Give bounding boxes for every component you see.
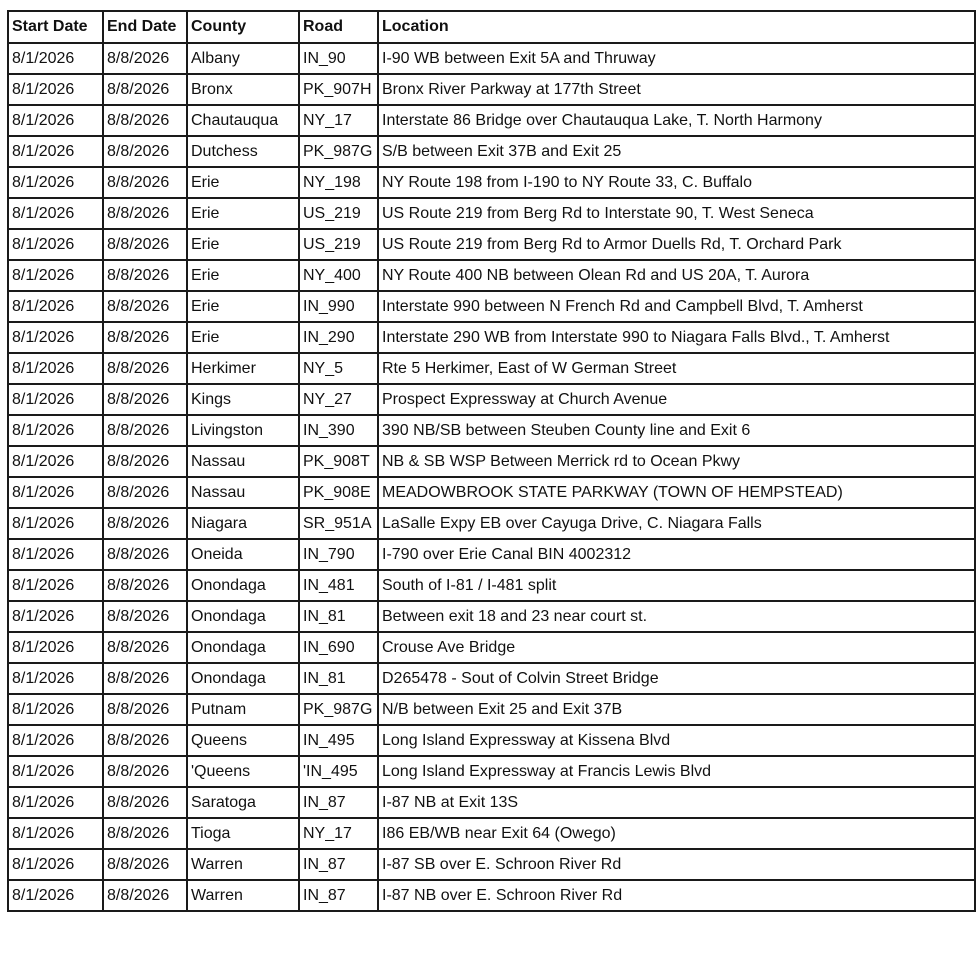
location-cell: US Route 219 from Berg Rd to Interstate 90, T. West Seneca xyxy=(378,198,975,229)
county-cell: Saratoga xyxy=(187,787,299,818)
start-date-cell: 8/1/2026 xyxy=(8,818,103,849)
table-row xyxy=(8,353,975,384)
end-date-cell: 8/8/2026 xyxy=(103,384,187,415)
county-cell: Niagara xyxy=(187,508,299,539)
road-cell: SR_951A xyxy=(299,508,378,539)
road-cell: NY_17 xyxy=(299,818,378,849)
table-row xyxy=(8,229,975,260)
end-date-cell: 8/8/2026 xyxy=(103,818,187,849)
location-cell: Long Island Expressway at Francis Lewis Blvd xyxy=(378,756,975,787)
county-cell: Onondaga xyxy=(187,663,299,694)
end-date-cell: 8/8/2026 xyxy=(103,291,187,322)
start-date-cell: 8/1/2026 xyxy=(8,74,103,105)
road-cell: IN_81 xyxy=(299,601,378,632)
county-cell: Tioga xyxy=(187,818,299,849)
table-row xyxy=(8,260,975,291)
end-date-cell: 8/8/2026 xyxy=(103,167,187,198)
county-cell: Livingston xyxy=(187,415,299,446)
end-date-cell: 8/8/2026 xyxy=(103,477,187,508)
end-date-cell: 8/8/2026 xyxy=(103,601,187,632)
start-date-cell: 8/1/2026 xyxy=(8,508,103,539)
location-cell: Interstate 990 between N French Rd and Campbell Blvd, T. Amherst xyxy=(378,291,975,322)
road-cell: IN_690 xyxy=(299,632,378,663)
table-row xyxy=(8,787,975,818)
start-date-cell: 8/1/2026 xyxy=(8,260,103,291)
road-cell: PK_907H xyxy=(299,74,378,105)
header-row xyxy=(8,11,975,43)
start-date-cell: 8/1/2026 xyxy=(8,229,103,260)
table-row xyxy=(8,849,975,880)
county-cell: Warren xyxy=(187,849,299,880)
county-cell: Onondaga xyxy=(187,632,299,663)
county-cell: Nassau xyxy=(187,446,299,477)
header-start-date: Start Date xyxy=(8,11,103,43)
road-cell: IN_290 xyxy=(299,322,378,353)
table-row xyxy=(8,384,975,415)
end-date-cell: 8/8/2026 xyxy=(103,43,187,74)
location-cell: US Route 219 from Berg Rd to Armor Duells Rd, T. Orchard Park xyxy=(378,229,975,260)
location-cell: Bronx River Parkway at 177th Street xyxy=(378,74,975,105)
end-date-cell: 8/8/2026 xyxy=(103,508,187,539)
table-row xyxy=(8,43,975,74)
table-row xyxy=(8,198,975,229)
table-row xyxy=(8,570,975,601)
end-date-cell: 8/8/2026 xyxy=(103,725,187,756)
end-date-cell: 8/8/2026 xyxy=(103,539,187,570)
location-cell: D265478 - Sout of Colvin Street Bridge xyxy=(378,663,975,694)
location-cell: Between exit 18 and 23 near court st. xyxy=(378,601,975,632)
start-date-cell: 8/1/2026 xyxy=(8,477,103,508)
start-date-cell: 8/1/2026 xyxy=(8,353,103,384)
start-date-cell: 8/1/2026 xyxy=(8,570,103,601)
location-cell: Prospect Expressway at Church Avenue xyxy=(378,384,975,415)
road-cell: IN_87 xyxy=(299,787,378,818)
end-date-cell: 8/8/2026 xyxy=(103,880,187,911)
location-cell: LaSalle Expy EB over Cayuga Drive, C. Niagara Falls xyxy=(378,508,975,539)
road-cell: NY_198 xyxy=(299,167,378,198)
location-cell: 390 NB/SB between Steuben County line and Exit 6 xyxy=(378,415,975,446)
table-row xyxy=(8,446,975,477)
end-date-cell: 8/8/2026 xyxy=(103,570,187,601)
table-row xyxy=(8,322,975,353)
location-cell: Long Island Expressway at Kissena Blvd xyxy=(378,725,975,756)
end-date-cell: 8/8/2026 xyxy=(103,105,187,136)
county-cell: 'Queens xyxy=(187,756,299,787)
table-row xyxy=(8,756,975,787)
road-cell: NY_17 xyxy=(299,105,378,136)
end-date-cell: 8/8/2026 xyxy=(103,756,187,787)
road-cell: IN_87 xyxy=(299,880,378,911)
start-date-cell: 8/1/2026 xyxy=(8,446,103,477)
location-cell: NY Route 400 NB between Olean Rd and US 20A, T. Aurora xyxy=(378,260,975,291)
start-date-cell: 8/1/2026 xyxy=(8,136,103,167)
county-cell: Queens xyxy=(187,725,299,756)
county-cell: Erie xyxy=(187,229,299,260)
county-cell: Warren xyxy=(187,880,299,911)
end-date-cell: 8/8/2026 xyxy=(103,260,187,291)
county-cell: Erie xyxy=(187,260,299,291)
county-cell: Oneida xyxy=(187,539,299,570)
county-cell: Erie xyxy=(187,322,299,353)
table-row xyxy=(8,167,975,198)
start-date-cell: 8/1/2026 xyxy=(8,694,103,725)
county-cell: Onondaga xyxy=(187,570,299,601)
table-row xyxy=(8,632,975,663)
county-cell: Kings xyxy=(187,384,299,415)
end-date-cell: 8/8/2026 xyxy=(103,415,187,446)
start-date-cell: 8/1/2026 xyxy=(8,601,103,632)
start-date-cell: 8/1/2026 xyxy=(8,415,103,446)
start-date-cell: 8/1/2026 xyxy=(8,849,103,880)
road-cell: PK_987G xyxy=(299,694,378,725)
road-cell: 'IN_495 xyxy=(299,756,378,787)
road-cell: IN_81 xyxy=(299,663,378,694)
table-row xyxy=(8,415,975,446)
table-row xyxy=(8,508,975,539)
road-cell: IN_495 xyxy=(299,725,378,756)
table-row xyxy=(8,539,975,570)
location-cell: I-90 WB between Exit 5A and Thruway xyxy=(378,43,975,74)
road-cell: PK_908E xyxy=(299,477,378,508)
road-cell: IN_790 xyxy=(299,539,378,570)
road-cell: IN_390 xyxy=(299,415,378,446)
county-cell: Bronx xyxy=(187,74,299,105)
end-date-cell: 8/8/2026 xyxy=(103,353,187,384)
location-cell: Rte 5 Herkimer, East of W German Street xyxy=(378,353,975,384)
end-date-cell: 8/8/2026 xyxy=(103,198,187,229)
location-cell: I-790 over Erie Canal BIN 4002312 xyxy=(378,539,975,570)
table-row xyxy=(8,477,975,508)
road-cell: NY_400 xyxy=(299,260,378,291)
location-cell: I86 EB/WB near Exit 64 (Owego) xyxy=(378,818,975,849)
start-date-cell: 8/1/2026 xyxy=(8,384,103,415)
county-cell: Chautauqua xyxy=(187,105,299,136)
header-road: Road xyxy=(299,11,378,43)
road-cell: PK_987G xyxy=(299,136,378,167)
start-date-cell: 8/1/2026 xyxy=(8,167,103,198)
road-cell: US_219 xyxy=(299,229,378,260)
road-cell: PK_908T xyxy=(299,446,378,477)
road-cell: NY_5 xyxy=(299,353,378,384)
table-row xyxy=(8,105,975,136)
road-cell: NY_27 xyxy=(299,384,378,415)
end-date-cell: 8/8/2026 xyxy=(103,446,187,477)
road-cell: IN_87 xyxy=(299,849,378,880)
start-date-cell: 8/1/2026 xyxy=(8,787,103,818)
start-date-cell: 8/1/2026 xyxy=(8,880,103,911)
end-date-cell: 8/8/2026 xyxy=(103,849,187,880)
road-cell: IN_481 xyxy=(299,570,378,601)
road-cell: IN_990 xyxy=(299,291,378,322)
county-cell: Dutchess xyxy=(187,136,299,167)
road-cell: IN_90 xyxy=(299,43,378,74)
county-cell: Erie xyxy=(187,291,299,322)
table-row xyxy=(8,601,975,632)
county-cell: Herkimer xyxy=(187,353,299,384)
end-date-cell: 8/8/2026 xyxy=(103,694,187,725)
closures-table xyxy=(7,10,976,912)
start-date-cell: 8/1/2026 xyxy=(8,539,103,570)
location-cell: S/B between Exit 37B and Exit 25 xyxy=(378,136,975,167)
header-end-date: End Date xyxy=(103,11,187,43)
header-location: Location xyxy=(378,11,975,43)
table-row xyxy=(8,136,975,167)
county-cell: Onondaga xyxy=(187,601,299,632)
county-cell: Erie xyxy=(187,167,299,198)
location-cell: I-87 NB over E. Schroon River Rd xyxy=(378,880,975,911)
location-cell: MEADOWBROOK STATE PARKWAY (TOWN OF HEMPSTEAD) xyxy=(378,477,975,508)
location-cell: N/B between Exit 25 and Exit 37B xyxy=(378,694,975,725)
road-cell: US_219 xyxy=(299,198,378,229)
table-row xyxy=(8,694,975,725)
table-row xyxy=(8,818,975,849)
start-date-cell: 8/1/2026 xyxy=(8,43,103,74)
start-date-cell: 8/1/2026 xyxy=(8,291,103,322)
end-date-cell: 8/8/2026 xyxy=(103,136,187,167)
location-cell: NB & SB WSP Between Merrick rd to Ocean Pkwy xyxy=(378,446,975,477)
location-cell: South of I-81 / I-481 split xyxy=(378,570,975,601)
county-cell: Albany xyxy=(187,43,299,74)
header-county: County xyxy=(187,11,299,43)
end-date-cell: 8/8/2026 xyxy=(103,787,187,818)
end-date-cell: 8/8/2026 xyxy=(103,322,187,353)
table-row xyxy=(8,663,975,694)
start-date-cell: 8/1/2026 xyxy=(8,105,103,136)
start-date-cell: 8/1/2026 xyxy=(8,663,103,694)
start-date-cell: 8/1/2026 xyxy=(8,632,103,663)
county-cell: Erie xyxy=(187,198,299,229)
start-date-cell: 8/1/2026 xyxy=(8,198,103,229)
end-date-cell: 8/8/2026 xyxy=(103,229,187,260)
location-cell: Interstate 290 WB from Interstate 990 to Niagara Falls Blvd., T. Amherst xyxy=(378,322,975,353)
location-cell: NY Route 198 from I-190 to NY Route 33, C. Buffalo xyxy=(378,167,975,198)
end-date-cell: 8/8/2026 xyxy=(103,632,187,663)
location-cell: Interstate 86 Bridge over Chautauqua Lake, T. North Harmony xyxy=(378,105,975,136)
location-cell: I-87 NB at Exit 13S xyxy=(378,787,975,818)
start-date-cell: 8/1/2026 xyxy=(8,756,103,787)
table-row xyxy=(8,880,975,911)
table-row xyxy=(8,725,975,756)
start-date-cell: 8/1/2026 xyxy=(8,725,103,756)
location-cell: I-87 SB over E. Schroon River Rd xyxy=(378,849,975,880)
end-date-cell: 8/8/2026 xyxy=(103,663,187,694)
table-row xyxy=(8,291,975,322)
county-cell: Nassau xyxy=(187,477,299,508)
county-cell: Putnam xyxy=(187,694,299,725)
table-row xyxy=(8,74,975,105)
start-date-cell: 8/1/2026 xyxy=(8,322,103,353)
table-body xyxy=(8,43,975,911)
end-date-cell: 8/8/2026 xyxy=(103,74,187,105)
location-cell: Crouse Ave Bridge xyxy=(378,632,975,663)
